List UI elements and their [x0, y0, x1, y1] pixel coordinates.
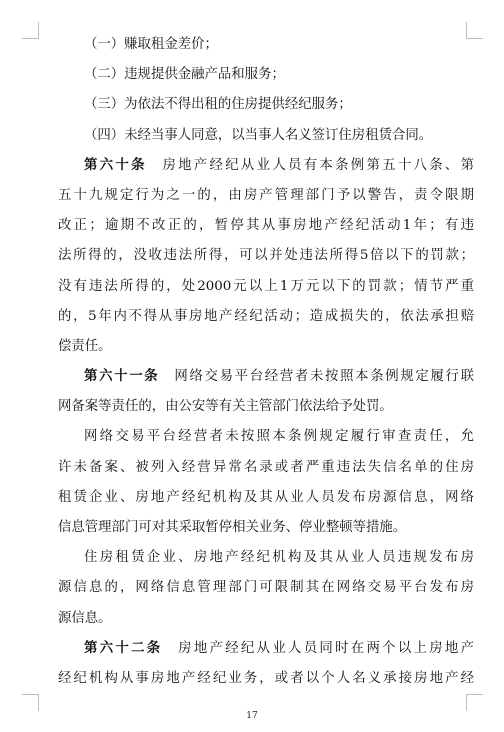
article-61-line [58, 362, 474, 392]
article-62-line: 经纪机构从事房地产经纪业务，或者以个人名义承接房地产经 [58, 670, 474, 686]
article-61-line: 网备案等责任的，由公安等有关主管部门依法给予处罚。 [58, 399, 393, 415]
article-60-line: 没有违法所得的，处2000元以上1万元以下的罚款；情节严重 [58, 278, 474, 294]
list-item: （三）为依法不得出租的住房提供经纪服务； [84, 97, 352, 113]
article-60-heading: 第六十条 [84, 157, 147, 173]
article-60-line [58, 151, 474, 181]
article-61-paragraph-2-line: 网络交易平台经营者未按照本条例规定履行审查责任，允 [84, 429, 474, 445]
article-60-text: 房地产经纪从业人员有本条例第五十八条、第 [160, 157, 474, 173]
article-61-paragraph-3-line: 源信息。 [58, 610, 112, 626]
article-60-line: 偿责任。 [58, 338, 112, 354]
article-60-line: 的，5年内不得从事房地产经纪活动；造成损失的，依法承担赔 [58, 308, 474, 324]
crop-mark-bottom-left [22, 694, 39, 711]
list-item: （二）违规提供金融产品和服务； [84, 67, 285, 83]
article-61-heading: 第六十一条 [84, 369, 160, 385]
article-60-line: 法所得的，没收违法所得，可以并处违法所得5倍以下的罚款； [58, 248, 474, 264]
list-item: （四）未经当事人同意，以当事人名义签订住房租赁合同。 [84, 127, 433, 143]
article-61-paragraph-2-line: 许未备案、被列入经营异常名录或者严重违法失信名单的住房 [58, 459, 474, 475]
article-61-paragraph-2-line: 租赁企业、房地产经纪机构及其从业人员发布房源信息，网络 [58, 489, 474, 505]
document-body [58, 30, 474, 694]
crop-mark-bottom-right [466, 694, 483, 711]
page-number: 17 [246, 711, 258, 721]
article-62-text: 房地产经纪从业人员同时在两个以上房地产 [175, 640, 474, 656]
list-item: （一）赚取租金差价； [84, 37, 218, 52]
crop-mark-top-left [22, 22, 39, 39]
article-61-text: 网络交易平台经营者未按照本条例规定履行联 [172, 369, 474, 385]
article-60-line: 改正；逾期不改正的，暂停其从事房地产经纪活动1年；有违 [58, 218, 474, 234]
article-61-paragraph-3-line: 住房租赁企业、房地产经纪机构及其从业人员违规发布房 [84, 550, 474, 566]
article-62-line [58, 634, 474, 664]
article-60-line: 五十九规定行为之一的，由房产管理部门予以警告，责令限期 [58, 187, 474, 203]
article-61-paragraph-2-line: 信息管理部门可对其采取暂停相关业务、停业整顿等措施。 [58, 520, 407, 535]
article-62-heading: 第六十二条 [84, 640, 163, 656]
article-61-paragraph-3-line: 源信息的，网络信息管理部门可限制其在网络交易平台发布房 [58, 580, 474, 596]
